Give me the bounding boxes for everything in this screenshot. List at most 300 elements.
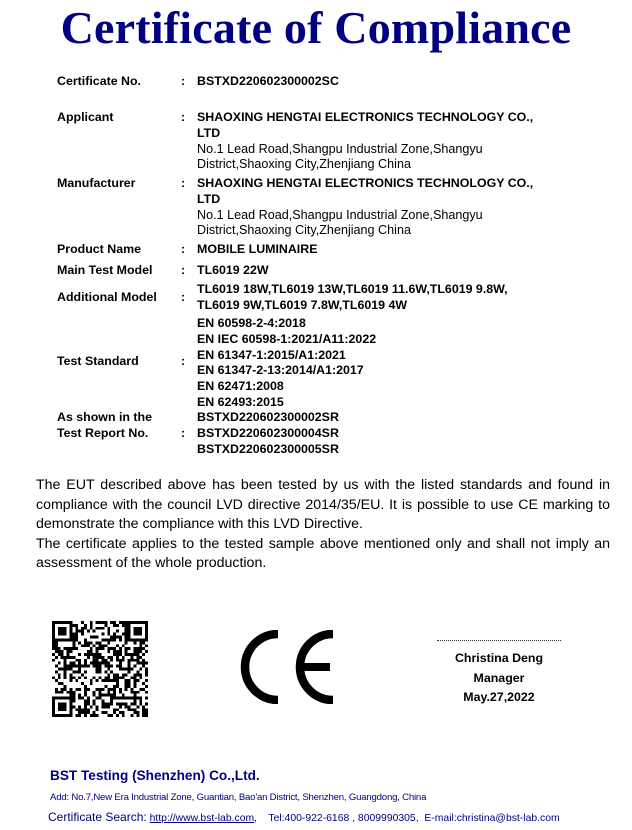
qr-module — [81, 627, 84, 630]
qr-module — [75, 630, 78, 633]
qr-module — [99, 621, 102, 624]
qr-module — [58, 653, 61, 656]
qr-module — [84, 638, 87, 641]
qr-module — [113, 676, 116, 679]
qr-module — [72, 697, 75, 700]
qr-module — [55, 656, 58, 659]
qr-module — [84, 691, 87, 694]
compliance-statement — [36, 476, 610, 574]
qr-module — [75, 638, 78, 641]
qr-module — [125, 688, 128, 691]
qr-module — [84, 714, 87, 717]
qr-module — [113, 621, 116, 624]
qr-module — [133, 711, 136, 714]
qr-module — [90, 682, 93, 685]
qr-module — [125, 638, 128, 641]
qr-module — [113, 691, 116, 694]
qr-module — [142, 688, 145, 691]
qr-module — [110, 638, 113, 641]
qr-module — [93, 659, 96, 662]
qr-module — [139, 644, 142, 647]
qr-module — [78, 688, 81, 691]
qr-module — [116, 714, 119, 717]
qr-module — [142, 705, 145, 708]
qr-module — [99, 688, 102, 691]
qr-module — [75, 647, 78, 650]
qr-module — [93, 662, 96, 665]
qr-module — [52, 647, 55, 650]
qr-module — [133, 650, 136, 653]
qr-module — [107, 691, 110, 694]
qr-module — [139, 688, 142, 691]
qr-module — [107, 633, 110, 636]
qr-module — [81, 682, 84, 685]
qr-module — [131, 659, 134, 662]
qr-module — [78, 653, 81, 656]
qr-module — [104, 659, 107, 662]
qr-module — [125, 685, 128, 688]
qr-module — [58, 682, 61, 685]
field-colon: : — [181, 74, 186, 88]
qr-module — [64, 659, 67, 662]
qr-module — [110, 688, 113, 691]
qr-module — [61, 653, 64, 656]
qr-module — [96, 708, 99, 711]
qr-module — [122, 621, 125, 624]
qr-module — [81, 630, 84, 633]
issuer-footer — [50, 767, 560, 826]
qr-module — [67, 665, 70, 668]
qr-module — [93, 630, 96, 633]
qr-module — [131, 702, 134, 705]
qr-module — [84, 705, 87, 708]
qr-module — [96, 647, 99, 650]
qr-module — [128, 662, 131, 665]
qr-module — [116, 650, 119, 653]
qr-module — [128, 665, 131, 668]
certificate-search-line — [48, 810, 560, 826]
qr-module — [119, 653, 122, 656]
qr-module — [119, 697, 122, 700]
qr-module — [78, 670, 81, 673]
qr-module — [136, 679, 139, 682]
qr-module — [136, 656, 139, 659]
qr-module — [96, 662, 99, 665]
qr-module — [125, 636, 128, 639]
qr-module — [93, 656, 96, 659]
qr-module — [136, 662, 139, 665]
qr-module — [78, 659, 81, 662]
qr-module — [93, 694, 96, 697]
qr-module — [99, 653, 102, 656]
qr-module — [99, 641, 102, 644]
qr-module — [69, 694, 72, 697]
qr-module — [119, 705, 122, 708]
qr-module — [72, 647, 75, 650]
qr-module — [122, 656, 125, 659]
qr-module — [139, 673, 142, 676]
field-colon: : — [181, 263, 186, 277]
manufacturer-value — [197, 176, 597, 239]
qr-module — [131, 708, 134, 711]
qr-module — [116, 708, 119, 711]
qr-module — [96, 679, 99, 682]
qr-module — [93, 665, 96, 668]
qr-module — [55, 688, 58, 691]
qr-module — [122, 697, 125, 700]
manufacturer-name: SHAOXING HENGTAI ELECTRONICS TECHNOLOGY CO., — [197, 176, 534, 190]
qr-module — [139, 656, 142, 659]
qr-module — [99, 662, 102, 665]
qr-module — [99, 656, 102, 659]
qr-module — [61, 682, 64, 685]
qr-module — [87, 665, 90, 668]
qr-module — [58, 676, 61, 679]
qr-module — [69, 662, 72, 665]
qr-module — [81, 697, 84, 700]
test-standard-item: EN 62493:2015 — [197, 394, 284, 409]
qr-module — [110, 700, 113, 703]
field-label: Test Standard — [57, 354, 139, 368]
qr-module — [122, 673, 125, 676]
qr-module — [90, 641, 93, 644]
qr-module — [99, 676, 102, 679]
qr-module — [93, 636, 96, 639]
qr-module — [133, 641, 136, 644]
qr-module — [84, 711, 87, 714]
qr-module — [75, 714, 78, 717]
qr-module — [104, 702, 107, 705]
qr-module — [101, 638, 104, 641]
qr-module — [67, 656, 70, 659]
qr-module — [72, 700, 75, 703]
field-label: Manufacturer — [57, 176, 136, 190]
qr-module — [55, 650, 58, 653]
qr-module — [131, 656, 134, 659]
qr-module — [136, 650, 139, 653]
qr-module — [96, 688, 99, 691]
qr-module — [133, 702, 136, 705]
qr-module — [52, 644, 55, 647]
qr-module — [84, 665, 87, 668]
qr-module — [145, 702, 148, 705]
qr-module — [119, 691, 122, 694]
qr-module — [113, 647, 116, 650]
qr-module — [136, 673, 139, 676]
qr-module — [110, 679, 113, 682]
qr-module — [87, 641, 90, 644]
qr-module — [78, 711, 81, 714]
signatory-title: Manager — [473, 670, 525, 685]
field-label — [57, 410, 152, 442]
qr-code-icon[interactable] — [52, 621, 148, 717]
qr-module — [69, 676, 72, 679]
qr-module — [131, 691, 134, 694]
additional-model-line: TL6019 18W,TL6019 13W,TL6019 11.6W,TL6019 9.8W, — [197, 282, 508, 296]
qr-module — [93, 702, 96, 705]
qr-module — [110, 659, 113, 662]
qr-module — [145, 708, 148, 711]
qr-module — [107, 656, 110, 659]
qr-module — [78, 676, 81, 679]
qr-module — [96, 697, 99, 700]
qr-module — [116, 682, 119, 685]
qr-module — [107, 627, 110, 630]
qr-module — [64, 647, 67, 650]
qr-module — [101, 656, 104, 659]
qr-module — [55, 644, 58, 647]
qr-module — [125, 633, 128, 636]
qr-module — [75, 708, 78, 711]
qr-module — [84, 670, 87, 673]
qr-module — [99, 627, 102, 630]
qr-module — [133, 700, 136, 703]
qr-module — [131, 697, 134, 700]
qr-module — [96, 656, 99, 659]
test-standard-list — [197, 316, 597, 411]
qr-module — [133, 659, 136, 662]
qr-module — [78, 662, 81, 665]
qr-module — [96, 714, 99, 717]
test-report-number: BSTXD220602300005SR — [197, 441, 339, 456]
qr-module — [125, 673, 128, 676]
qr-module — [99, 694, 102, 697]
qr-module — [75, 665, 78, 668]
qr-module — [125, 697, 128, 700]
qr-module — [113, 633, 116, 636]
qr-module — [113, 688, 116, 691]
qr-module — [145, 685, 148, 688]
qr-module — [128, 685, 131, 688]
qr-module — [136, 647, 139, 650]
qr-module — [119, 647, 122, 650]
qr-module — [142, 659, 145, 662]
applicant-address: No.1 Lead Road,Shangpu Industrial Zone,Shangyu — [197, 141, 483, 156]
qr-module — [87, 656, 90, 659]
qr-module — [131, 653, 134, 656]
qr-module — [93, 691, 96, 694]
qr-module — [142, 711, 145, 714]
qr-module — [64, 670, 67, 673]
qr-module — [90, 650, 93, 653]
qr-module — [69, 688, 72, 691]
qr-module — [93, 700, 96, 703]
qr-module — [139, 647, 142, 650]
qr-module — [101, 633, 104, 636]
qr-module — [113, 679, 116, 682]
qr-module — [104, 638, 107, 641]
applicant-value — [197, 110, 597, 173]
qr-module — [122, 711, 125, 714]
qr-module — [84, 700, 87, 703]
qr-module — [93, 714, 96, 717]
qr-module — [107, 630, 110, 633]
qr-module — [145, 670, 148, 673]
qr-module — [101, 694, 104, 697]
statement-paragraph: The certificate applies to the tested sample above mentioned only and shall not imply an assessment of the whole production. — [36, 535, 610, 572]
qr-module — [110, 621, 113, 624]
qr-module — [69, 668, 72, 671]
qr-module — [84, 702, 87, 705]
qr-module — [104, 665, 107, 668]
qr-module — [110, 697, 113, 700]
qr-module — [116, 630, 119, 633]
qr-module — [142, 641, 145, 644]
qr-module — [90, 621, 93, 624]
qr-module — [116, 665, 119, 668]
qr-module — [133, 697, 136, 700]
qr-module — [75, 624, 78, 627]
qr-module — [99, 670, 102, 673]
qr-module — [113, 685, 116, 688]
qr-module — [58, 691, 61, 694]
qr-module — [69, 656, 72, 659]
qr-module — [78, 705, 81, 708]
qr-module — [67, 647, 70, 650]
field-colon: : — [181, 290, 186, 304]
qr-module — [116, 697, 119, 700]
qr-module — [81, 665, 84, 668]
qr-module — [113, 624, 116, 627]
test-standard-item: EN 60598-2-4:2018 — [197, 316, 306, 330]
qr-module — [145, 650, 148, 653]
qr-module — [119, 638, 122, 641]
qr-module — [96, 650, 99, 653]
qr-module — [104, 676, 107, 679]
qr-module — [84, 708, 87, 711]
qr-module — [75, 688, 78, 691]
qr-module — [81, 711, 84, 714]
qr-module — [125, 624, 128, 627]
signature-line — [437, 640, 561, 641]
qr-module — [93, 711, 96, 714]
qr-module — [58, 662, 61, 665]
qr-module — [90, 636, 93, 639]
qr-module — [90, 653, 93, 656]
qr-module — [72, 705, 75, 708]
qr-module — [145, 644, 148, 647]
qr-module — [133, 694, 136, 697]
qr-module — [64, 656, 67, 659]
qr-module — [104, 679, 107, 682]
qr-module — [96, 653, 99, 656]
qr-module — [122, 714, 125, 717]
qr-module — [84, 627, 87, 630]
qr-module — [128, 647, 131, 650]
qr-module — [72, 638, 75, 641]
qr-module — [107, 641, 110, 644]
qr-module — [87, 702, 90, 705]
test-report-list — [197, 410, 597, 457]
qr-module — [58, 647, 61, 650]
qr-module — [72, 641, 75, 644]
qr-module — [139, 641, 142, 644]
qr-module — [116, 673, 119, 676]
qr-module — [142, 647, 145, 650]
qr-module — [72, 670, 75, 673]
qr-module — [145, 668, 148, 671]
qr-module — [133, 647, 136, 650]
product-name: MOBILE LUMINAIRE — [197, 242, 318, 256]
qr-module — [142, 662, 145, 665]
qr-module — [107, 647, 110, 650]
qr-module — [90, 624, 93, 627]
qr-module — [125, 630, 128, 633]
qr-module — [136, 653, 139, 656]
qr-module — [136, 697, 139, 700]
qr-module — [145, 697, 148, 700]
qr-module — [107, 694, 110, 697]
qr-module — [90, 714, 93, 717]
qr-module — [78, 668, 81, 671]
qr-module — [107, 688, 110, 691]
qr-module — [58, 650, 61, 653]
test-report-number: BSTXD220602300002SR — [197, 410, 339, 424]
qr-module — [72, 665, 75, 668]
qr-module — [96, 668, 99, 671]
qr-module — [139, 676, 142, 679]
qr-module — [67, 668, 70, 671]
field-label: Additional Model — [57, 290, 157, 304]
applicant-address-cont: District,Shaoxing City,Zhenjiang China — [197, 157, 411, 172]
qr-module — [104, 685, 107, 688]
qr-module — [81, 621, 84, 624]
qr-module — [69, 679, 72, 682]
qr-module — [122, 644, 125, 647]
qr-module — [116, 702, 119, 705]
qr-module — [119, 711, 122, 714]
qr-module — [96, 627, 99, 630]
qr-module — [131, 688, 134, 691]
qr-module — [55, 670, 58, 673]
qr-module — [64, 685, 67, 688]
qr-module — [93, 676, 96, 679]
qr-module — [107, 673, 110, 676]
qr-module — [133, 685, 136, 688]
qr-module — [119, 668, 122, 671]
qr-module — [104, 670, 107, 673]
qr-module — [139, 697, 142, 700]
qr-module — [99, 668, 102, 671]
qr-module — [52, 641, 55, 644]
qr-module — [101, 711, 104, 714]
qr-module — [145, 662, 148, 665]
qr-module — [113, 694, 116, 697]
qr-module — [84, 641, 87, 644]
qr-module — [128, 679, 131, 682]
certificate-search-link[interactable]: http://www.bst-lab.com — [149, 813, 255, 824]
qr-module — [84, 644, 87, 647]
qr-module — [99, 644, 102, 647]
qr-module — [133, 708, 136, 711]
qr-module — [145, 679, 148, 682]
qr-module — [113, 638, 116, 641]
qr-module — [72, 624, 75, 627]
manufacturer-name-cont: LTD — [197, 191, 221, 206]
qr-module — [72, 662, 75, 665]
qr-module — [107, 650, 110, 653]
test-report-label-cont: Test Report No. — [57, 425, 149, 440]
qr-module — [64, 665, 67, 668]
field-colon: : — [181, 354, 186, 368]
qr-module — [84, 685, 87, 688]
qr-module — [125, 647, 128, 650]
qr-module — [67, 650, 70, 653]
test-standard-item: EN 61347-2-13:2014/A1:2017 — [197, 363, 364, 378]
qr-module — [93, 644, 96, 647]
qr-module — [99, 665, 102, 668]
qr-module — [84, 659, 87, 662]
